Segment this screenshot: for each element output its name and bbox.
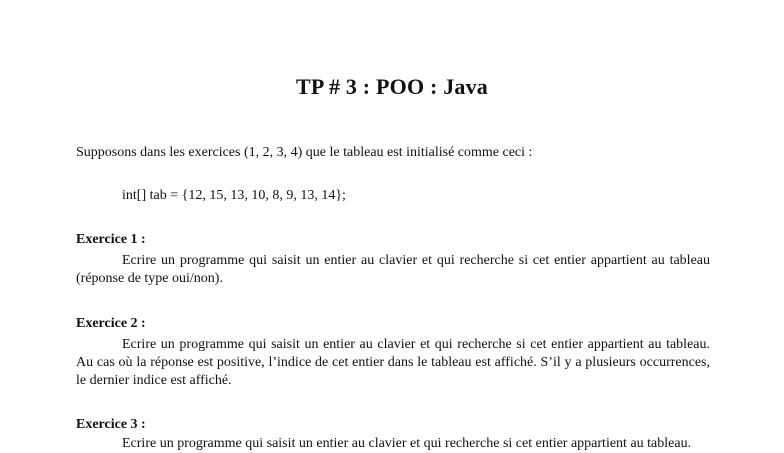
intro-paragraph: Supposons dans les exercices (1, 2, 3, 4) que le tableau est initialisé comme ceci :	[76, 145, 533, 160]
exercise-3-heading: Exercice 3 :	[76, 417, 146, 432]
exercise-2-heading: Exercice 2 :	[76, 316, 146, 331]
page-title: TP # 3 : POO : Java	[295, 74, 488, 99]
exercise-3-body: Ecrire un programme qui saisit un entier au clavier et qui recherche si cet entier appartient au tableau.	[122, 436, 692, 451]
exercise-1-heading: Exercice 1 :	[76, 232, 146, 247]
code-line: int[] tab = {12, 15, 13, 10, 8, 9, 13, 14};	[122, 188, 346, 203]
exercise-2-body: Ecrire un programme qui saisit un entier au clavier et qui recherche si cet entier appartient au tableau. Au cas où la réponse est positive, l’indice de cet entier dans le tableau est affiché. S’il y a plusieurs occurrences, le dernier indice est affiché.	[76, 337, 710, 388]
exercise-1-body: Ecrire un programme qui saisit un entier au clavier et qui recherche si cet entier appartient au tableau (réponse de type oui/non).	[76, 253, 710, 286]
